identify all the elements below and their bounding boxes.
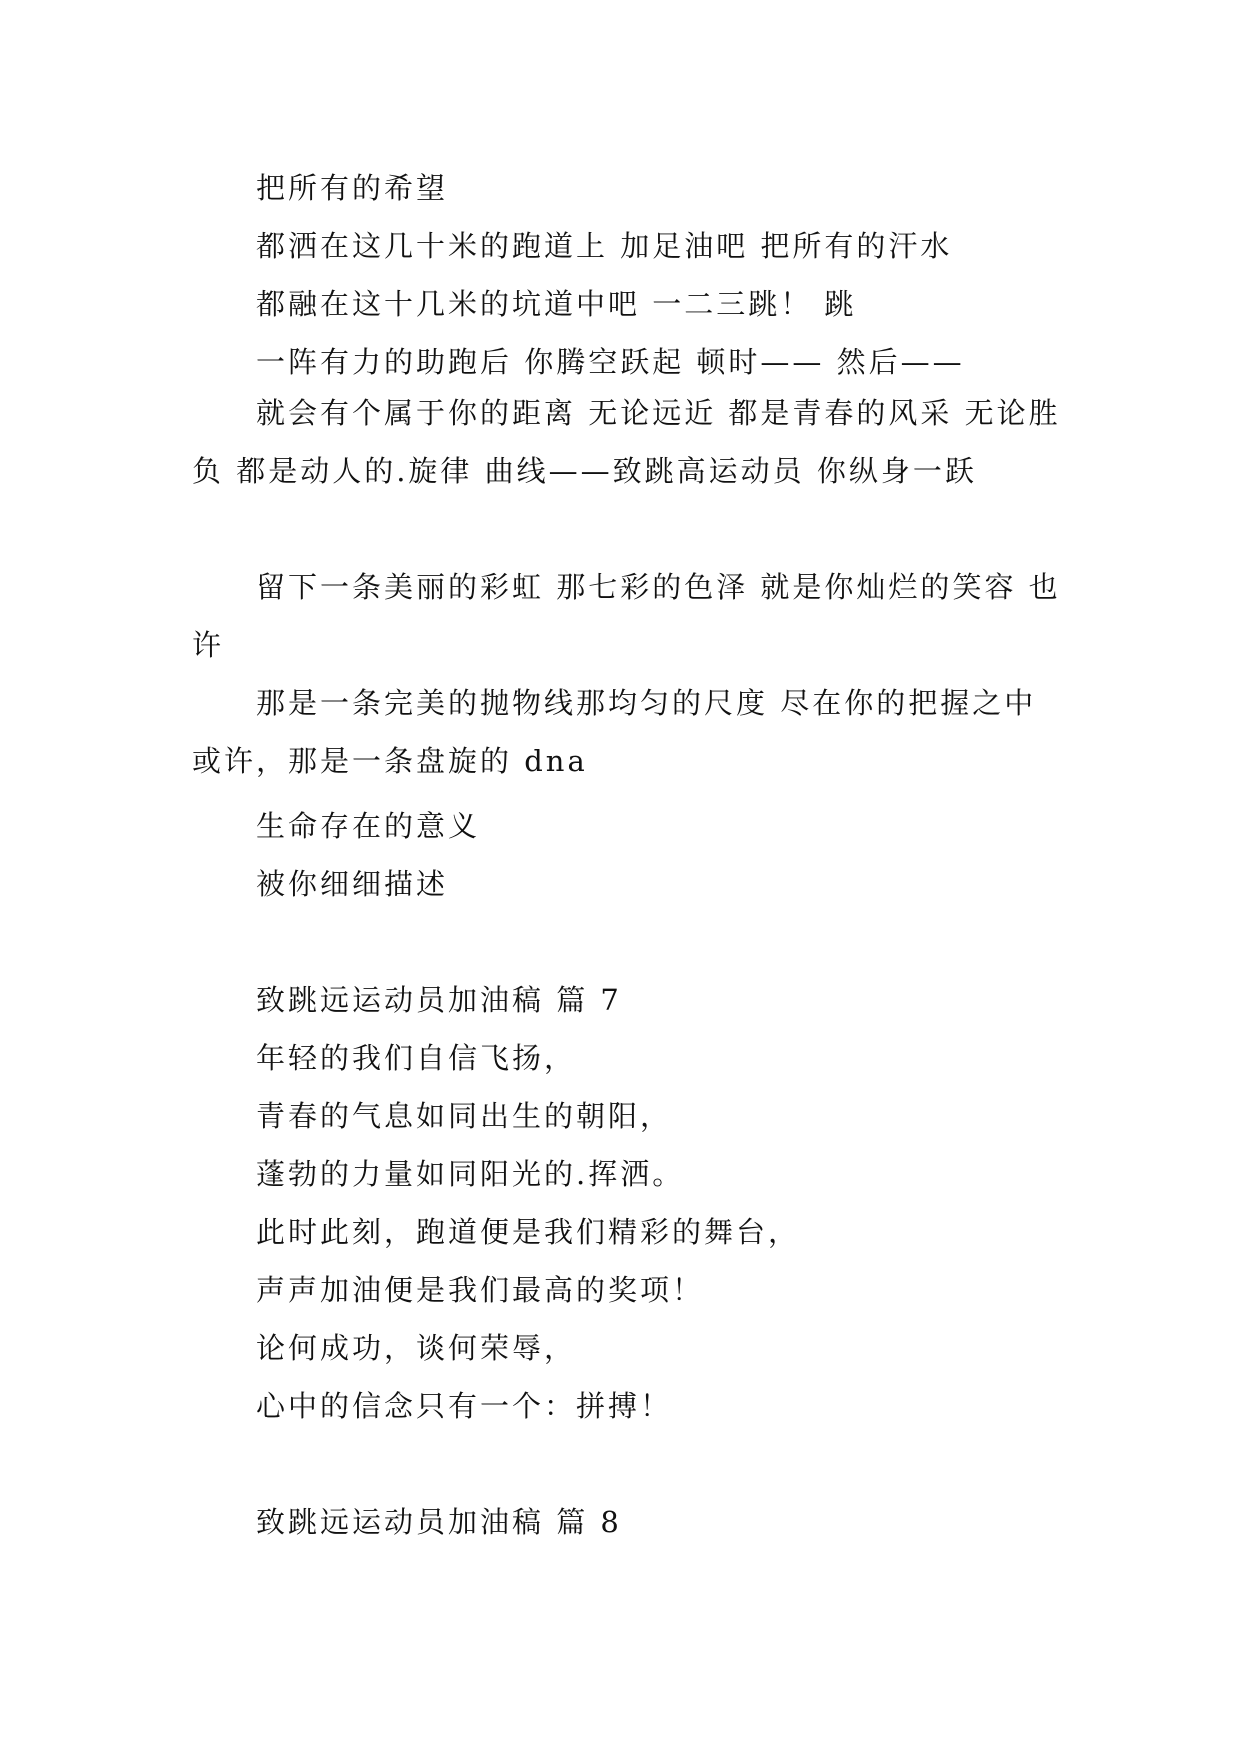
text-line: 蓬勃的力量如同阳光的.挥洒。 [256,1157,685,1191]
text-line: 都洒在这几十米的跑道上 加足油吧 把所有的汗水 [256,229,953,263]
text-line: 青春的气息如同出生的朝阳， [256,1099,673,1133]
text-line: 被你细细描述 [256,867,449,901]
text-line: 生命存在的意义 [256,809,481,843]
text-line: 论何成功，谈何荣辱， [256,1331,577,1365]
text-line: 此时此刻，跑道便是我们精彩的舞台， [256,1215,801,1249]
paragraph: 那是一条完美的抛物线那均匀的尺度 尽在你的把握之中 或许，那是一条盘旋的 dna [192,686,1037,778]
paragraph: 留下一条美丽的彩虹 那七彩的色泽 就是你灿烂的笑容 也许 [192,570,1061,662]
paragraph: 就会有个属于你的距离 无论远近 都是青春的风采 无论胜负 都是动人的.旋律 曲线——致跳高运动员 你纵身一跃 [192,396,1061,488]
text-line: 都融在这十几米的坑道中吧 一二三跳！ 跳 [256,287,857,321]
text-line: 把所有的希望 [256,171,449,205]
section-heading: 致跳远运动员加油稿 篇 8 [256,1505,622,1539]
text-line: 年轻的我们自信飞扬， [256,1041,577,1075]
section-heading: 致跳远运动员加油稿 篇 7 [256,983,622,1017]
text-line: 一阵有力的助跑后 你腾空跃起 顿时—— 然后—— [256,345,965,379]
text-line: 声声加油便是我们最高的奖项！ [256,1273,705,1307]
text-line: 心中的信念只有一个：拼搏！ [256,1389,673,1423]
